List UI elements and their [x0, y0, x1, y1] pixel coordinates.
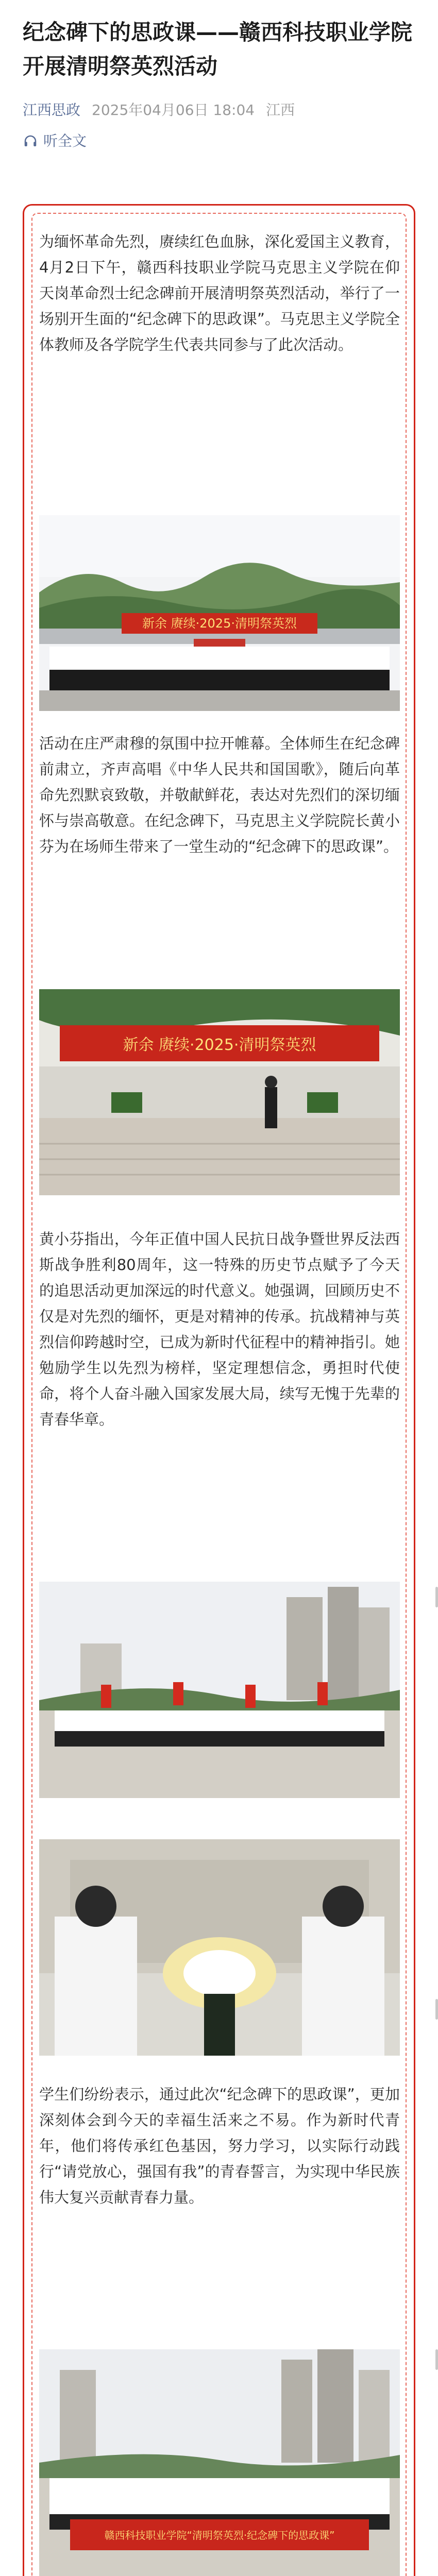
photo-students-laying-wreath	[39, 1839, 400, 2056]
scrollbar-marker	[435, 1999, 438, 2020]
paragraph-ceremony: 活动在庄严肃穆的氛围中拉开帷幕。全体师生在纪念碑前肃立，齐声高唱《中华人民共和国国歌》，随后向革命先烈默哀致敬，并敬献鲜花，表达对先烈们的深切缅怀与崇高敬意。在纪念碑下，马克思主义学院院长黄小芬为在场师生带来了一堂生动的“纪念碑下的思政课”。	[39, 735, 400, 855]
photo-banner-text: 新余 赓续·2025·清明祭英烈	[142, 616, 297, 631]
photo-speaker-at-monument	[39, 989, 400, 1195]
listen-button[interactable]	[23, 131, 87, 151]
photo-students-with-flags	[39, 1582, 400, 1798]
headphones-icon	[23, 133, 38, 149]
listen-label: 听全文	[43, 132, 87, 149]
scrollbar-marker	[435, 1587, 438, 1607]
photo-banner-text: 新余 赓续·2025·清明祭英烈	[123, 1036, 316, 1054]
article-title: 纪念碑下的思政课——赣西科技职业学院开展清明祭英烈活动	[23, 20, 413, 79]
paragraph-students: 学生们纷纷表示，通过此次“纪念碑下的思政课”，更加深刻体会到今天的幸福生活来之不易。作为新时代青年，他们将传承红色基因，努力学习，以实际行动践行“请党放心，强国有我”的青春誓言，为实现中华民族伟大复兴贡献青春力量。	[39, 2086, 400, 2206]
paragraph-intro: 为缅怀革命先烈，赓续红色血脉，深化爱国主义教育，4月2日下午，赣西科技职业学院马克思主义学院在仰天岗革命烈士纪念碑前开展清明祭英烈活动，举行了一场别开生面的“纪念碑下的思政课”。马克思主义学院全体教师及各学院学生代表共同参与了此次活动。	[39, 233, 400, 353]
photo-banner-text: 赣西科技职业学院“清明祭英烈·纪念碑下的思政课”	[104, 2529, 335, 2541]
publish-region: 江西	[266, 101, 295, 118]
scrollbar-marker	[435, 2349, 438, 2370]
photo-group-at-monument	[39, 515, 400, 711]
paragraph-speech: 黄小芬指出，今年正值中国人民抗日战争暨世界反法西斯战争胜利80周年，这一特殊的历史节点赋予了今天的追思活动更加深远的时代意义。她强调，回顾历史不仅是对先烈的缅怀，更是对精神的传承。抗战精神与英烈信仰跨越时空，已成为新时代征程中的精神指引。她勉励学生以先烈为榜样，坚定理想信念，勇担时代使命，将个人奋斗融入国家发展大局，续写无愧于先辈的青春华章。	[39, 1230, 400, 1428]
article-meta	[23, 100, 419, 121]
publish-date: 2025年04月06日 18:04	[92, 101, 255, 118]
account-name-link[interactable]: 江西思政	[23, 101, 81, 118]
photo-group-with-banner	[39, 2349, 400, 2576]
